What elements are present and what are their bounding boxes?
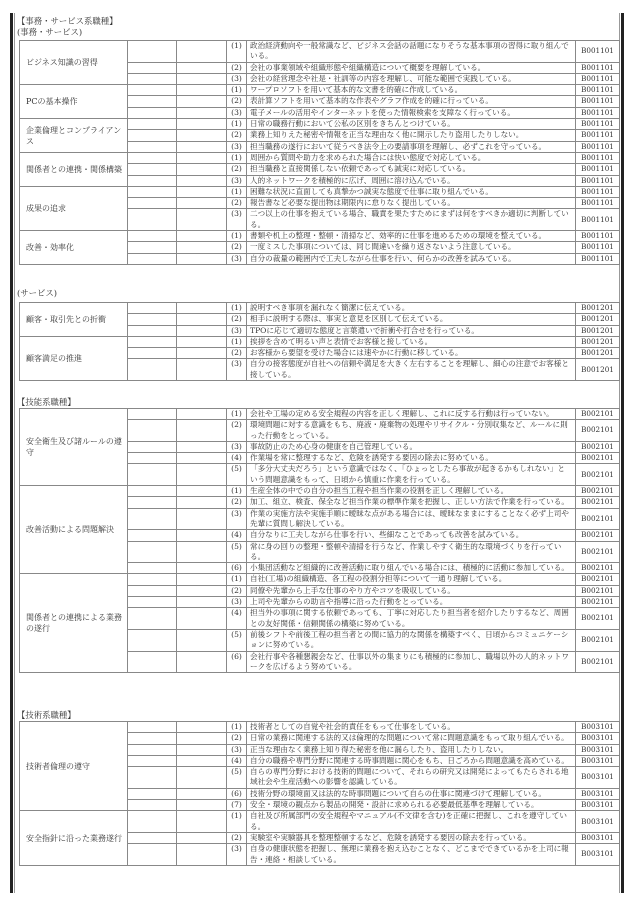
table-row bbox=[20, 336, 620, 347]
blank-cell-2 bbox=[177, 530, 227, 541]
skills-table-office bbox=[19, 40, 620, 265]
item-number: (4) bbox=[227, 453, 247, 464]
item-code: B001101 bbox=[576, 231, 620, 242]
item-number: (1) bbox=[227, 722, 247, 733]
item-number: (1) bbox=[227, 336, 247, 347]
item-description: 電子メールの活用やインターネットを使った情報検索を支障なく行っている。 bbox=[247, 107, 576, 118]
item-description: 技術分野の環境面又は法的な時事問題について自らの仕事に関連づけて理解している。 bbox=[247, 788, 576, 799]
item-code: B001101 bbox=[576, 198, 620, 209]
item-description: 会社の事業領域や組織形態や組織構造について概要を理解している。 bbox=[247, 62, 576, 73]
item-code: B001101 bbox=[576, 130, 620, 141]
item-number: (5) bbox=[227, 767, 247, 789]
blank-cell-2 bbox=[177, 508, 227, 530]
item-code: B001201 bbox=[576, 336, 620, 347]
blank-cell-1 bbox=[128, 585, 177, 596]
item-description: 日常の業務に関連する法的又は倫理的な問題について常に問題意識をもって取り組んでいる。 bbox=[247, 733, 576, 744]
item-description: 政治経済動向や一般常識など、ビジネス会話の話題になりそうな基本事項の習得に取り組んでいる。 bbox=[247, 41, 576, 63]
item-description: 自身の健康状態を把握し、無理に業務を抱え込むことなく、どこまでできているかを上司に報告・連絡・相談している。 bbox=[247, 844, 576, 866]
blank-cell-2 bbox=[177, 733, 227, 744]
blank-cell-2 bbox=[177, 303, 227, 314]
item-code: B001101 bbox=[576, 209, 620, 231]
item-description: 安全・環境の観点から製品の開発・設計に求められる必要最低基準を理解している。 bbox=[247, 800, 576, 811]
section-heading-office: 【事務・サービス系職種】 bbox=[17, 16, 118, 26]
item-code: B003101 bbox=[576, 800, 620, 811]
item-code: B001101 bbox=[576, 175, 620, 186]
item-description: 自社(工場)の組織構造、各工程の役割分担等について一通り理解している。 bbox=[247, 574, 576, 585]
blank-cell-1 bbox=[128, 409, 177, 420]
blank-cell-1 bbox=[128, 441, 177, 452]
blank-cell-2 bbox=[177, 844, 227, 866]
blank-cell-2 bbox=[177, 41, 227, 63]
blank-cell-1 bbox=[128, 608, 177, 630]
item-code: B001201 bbox=[576, 359, 620, 381]
item-number: (4) bbox=[227, 530, 247, 541]
blank-cell-2 bbox=[177, 541, 227, 563]
blank-cell-2 bbox=[177, 152, 227, 163]
item-code: B001101 bbox=[576, 186, 620, 197]
blank-cell-1 bbox=[128, 832, 177, 843]
item-number: (1) bbox=[227, 119, 247, 130]
blank-cell-2 bbox=[177, 832, 227, 843]
item-number: (4) bbox=[227, 755, 247, 766]
item-number: (3) bbox=[227, 597, 247, 608]
blank-cell-1 bbox=[128, 420, 177, 442]
item-code: B001101 bbox=[576, 73, 620, 84]
item-code: B001101 bbox=[576, 85, 620, 96]
table-row bbox=[20, 186, 620, 197]
item-number: (2) bbox=[227, 497, 247, 508]
item-description: 小集団活動など組織的に改善活動に取り組んでいる場合には、積極的に活動に参加している。 bbox=[247, 563, 576, 574]
item-code: B002101 bbox=[576, 420, 620, 442]
item-description: 自分の職務や専門分野に関連する時事問題に関心をもち、日ごろから問題意識を高めている。 bbox=[247, 755, 576, 766]
blank-cell-1 bbox=[128, 85, 177, 96]
blank-cell-1 bbox=[128, 486, 177, 497]
skills-table-skilled bbox=[19, 408, 620, 673]
blank-cell-2 bbox=[177, 497, 227, 508]
blank-cell-2 bbox=[177, 62, 227, 73]
item-description: 相手に説明する際は、事実と意見を区別して伝えている。 bbox=[247, 314, 576, 325]
item-number: (2) bbox=[227, 164, 247, 175]
item-description: 作業場を常に整理するなど、危険を誘発する要因の除去に努めている。 bbox=[247, 453, 576, 464]
category-cell: 改善活動による問題解決 bbox=[20, 486, 128, 574]
item-number: (6) bbox=[227, 563, 247, 574]
blank-cell-1 bbox=[128, 336, 177, 347]
subsection-heading-service: (サービス) bbox=[17, 288, 58, 298]
blank-cell-2 bbox=[177, 629, 227, 651]
item-description: 日常の職務行動において公私の区別をきちんとつけている。 bbox=[247, 119, 576, 130]
page-left-border bbox=[10, 13, 13, 893]
item-description: 人的ネットワークを積極的に広げ、周囲に溶け込んでいる。 bbox=[247, 175, 576, 186]
skills-table-service bbox=[19, 302, 620, 381]
blank-cell-1 bbox=[128, 107, 177, 118]
subsection-heading-office: (事務・サービス) bbox=[17, 27, 83, 37]
category-cell: 顧客満足の推進 bbox=[20, 336, 128, 380]
category-cell: 成果の追求 bbox=[20, 186, 128, 230]
item-description: 業務上知りえた秘密や情報を正当な理由なく他に開示したり盗用したりしない。 bbox=[247, 130, 576, 141]
item-number: (2) bbox=[227, 314, 247, 325]
table-row bbox=[20, 409, 620, 420]
item-code: B003101 bbox=[576, 832, 620, 843]
item-number: (6) bbox=[227, 788, 247, 799]
item-code: B001101 bbox=[576, 107, 620, 118]
blank-cell-1 bbox=[128, 152, 177, 163]
item-code: B002101 bbox=[576, 585, 620, 596]
blank-cell-2 bbox=[177, 585, 227, 596]
item-description: 会社や工場の定める安全規程の内容を正しく理解し、これに反する行動は行っていない。 bbox=[247, 409, 576, 420]
blank-cell-1 bbox=[128, 744, 177, 755]
blank-cell-2 bbox=[177, 73, 227, 84]
blank-cell-2 bbox=[177, 744, 227, 755]
blank-cell-2 bbox=[177, 242, 227, 253]
table-row bbox=[20, 85, 620, 96]
item-code: B003101 bbox=[576, 844, 620, 866]
item-number: (3) bbox=[227, 744, 247, 755]
blank-cell-1 bbox=[128, 62, 177, 73]
item-description: 会社行事や各種懇親会など、仕事以外の集まりにも積極的に参加し、職場以外の人的ネットワークを広げるよう努めている。 bbox=[247, 651, 576, 673]
item-description: ワープロソフトを用いて基本的な文書を的確に作成している。 bbox=[247, 85, 576, 96]
item-number: (1) bbox=[227, 231, 247, 242]
blank-cell-1 bbox=[128, 811, 177, 833]
table-row bbox=[20, 41, 620, 63]
item-code: B002101 bbox=[576, 530, 620, 541]
category-cell: 安全衛生及び諸ルールの遵守 bbox=[20, 409, 128, 486]
item-number: (1) bbox=[227, 486, 247, 497]
item-number: (2) bbox=[227, 832, 247, 843]
item-description: 困難な状況に直面しても真摯かつ誠実な態度で仕事に取り組んでいる。 bbox=[247, 186, 576, 197]
item-number: (2) bbox=[227, 348, 247, 359]
item-code: B001101 bbox=[576, 96, 620, 107]
item-description: 周囲から質問や助力を求められた場合には快い態度で対応している。 bbox=[247, 152, 576, 163]
item-description: 正当な理由なく業務上知り得た秘密を他に漏らしたり、盗用したりしない。 bbox=[247, 744, 576, 755]
item-number: (2) bbox=[227, 62, 247, 73]
blank-cell-1 bbox=[128, 130, 177, 141]
item-description: 作業の実施方法や実施手順に曖昧な点がある場合には、曖昧なままにすることなく必ず上司や先輩に質問し解決している。 bbox=[247, 508, 576, 530]
item-code: B002101 bbox=[576, 651, 620, 673]
item-code: B001201 bbox=[576, 348, 620, 359]
item-description: 上司や先輩からの助言や指導に沿った行動をとっている。 bbox=[247, 597, 576, 608]
item-description: 実験室や実験器具を整理整頓するなど、危険を誘発する要因の除去を行っている。 bbox=[247, 832, 576, 843]
item-number: (1) bbox=[227, 85, 247, 96]
item-code: B001201 bbox=[576, 303, 620, 314]
blank-cell-2 bbox=[177, 800, 227, 811]
blank-cell-2 bbox=[177, 186, 227, 197]
blank-cell-2 bbox=[177, 420, 227, 442]
item-code: B003101 bbox=[576, 744, 620, 755]
item-number: (5) bbox=[227, 541, 247, 563]
item-number: (3) bbox=[227, 253, 247, 264]
category-cell: 関係者との連携による業務の遂行 bbox=[20, 574, 128, 673]
item-code: B001101 bbox=[576, 164, 620, 175]
item-code: B002101 bbox=[576, 508, 620, 530]
blank-cell-2 bbox=[177, 597, 227, 608]
item-number: (5) bbox=[227, 464, 247, 486]
item-description: 加工、組立、検査、保全など担当作業の標準作業を把握し、正しい方法で作業を行っている。 bbox=[247, 497, 576, 508]
blank-cell-2 bbox=[177, 96, 227, 107]
item-code: B002101 bbox=[576, 497, 620, 508]
blank-cell-2 bbox=[177, 722, 227, 733]
item-code: B001201 bbox=[576, 325, 620, 336]
item-number: (2) bbox=[227, 198, 247, 209]
blank-cell-1 bbox=[128, 41, 177, 63]
blank-cell-2 bbox=[177, 231, 227, 242]
item-number: (2) bbox=[227, 242, 247, 253]
item-description: 二つ以上の仕事を抱えている場合、職責を果たすためにまずは何をすべきか適切に判断している。 bbox=[247, 209, 576, 231]
item-number: (1) bbox=[227, 303, 247, 314]
item-description: 担当職務と直接関係しない依頼であっても誠実に対応している。 bbox=[247, 164, 576, 175]
item-number: (1) bbox=[227, 152, 247, 163]
item-code: B001101 bbox=[576, 152, 620, 163]
blank-cell-1 bbox=[128, 231, 177, 242]
blank-cell-1 bbox=[128, 651, 177, 673]
blank-cell-1 bbox=[128, 141, 177, 152]
item-code: B001201 bbox=[576, 314, 620, 325]
category-cell: PCの基本操作 bbox=[20, 85, 128, 119]
item-number: (1) bbox=[227, 811, 247, 833]
blank-cell-1 bbox=[128, 722, 177, 733]
blank-cell-2 bbox=[177, 85, 227, 96]
table-row bbox=[20, 486, 620, 497]
item-code: B002101 bbox=[576, 597, 620, 608]
item-code: B002101 bbox=[576, 409, 620, 420]
section-heading-technical: 【技術系職種】 bbox=[17, 710, 76, 720]
blank-cell-1 bbox=[128, 530, 177, 541]
item-code: B002101 bbox=[576, 441, 620, 452]
table-row bbox=[20, 811, 620, 833]
blank-cell-1 bbox=[128, 541, 177, 563]
item-code: B002101 bbox=[576, 629, 620, 651]
item-number: (3) bbox=[227, 107, 247, 118]
item-description: 同僚や先輩から上手な仕事のやり方やコツを吸収している。 bbox=[247, 585, 576, 596]
item-description: 自分の裁量の範囲内で工夫しながら仕事を行い、何らかの改善を試みている。 bbox=[247, 253, 576, 264]
blank-cell-1 bbox=[128, 844, 177, 866]
category-cell: 関係者との連携・関係構築 bbox=[20, 152, 128, 186]
blank-cell-2 bbox=[177, 175, 227, 186]
table-row bbox=[20, 303, 620, 314]
blank-cell-1 bbox=[128, 574, 177, 585]
item-description: 自分の接客態度が自社への信頼や満足を大きく左右することを理解し、細心の注意でお客様と接している。 bbox=[247, 359, 576, 381]
blank-cell-1 bbox=[128, 755, 177, 766]
blank-cell-2 bbox=[177, 811, 227, 833]
item-number: (3) bbox=[227, 325, 247, 336]
blank-cell-1 bbox=[128, 73, 177, 84]
blank-cell-2 bbox=[177, 563, 227, 574]
item-description: 説明すべき事項を漏れなく簡潔に伝えている。 bbox=[247, 303, 576, 314]
item-number: (3) bbox=[227, 359, 247, 381]
blank-cell-2 bbox=[177, 767, 227, 789]
blank-cell-1 bbox=[128, 314, 177, 325]
item-code: B002101 bbox=[576, 563, 620, 574]
item-description: 「多分大丈夫だろう」という意識ではなく、「ひょっとしたら事故が起きるかもしれない」という問題意識をもって、日頃から慎重に作業を行っている。 bbox=[247, 464, 576, 486]
blank-cell-1 bbox=[128, 359, 177, 381]
item-description: 常に身の回りの整理・整頓や清掃を行うなど、作業しやすく衛生的な環境づくりを行っている。 bbox=[247, 541, 576, 563]
item-description: 書類や机上の整理・整頓・清掃など、効率的に仕事を進めるための環境を整えている。 bbox=[247, 231, 576, 242]
blank-cell-2 bbox=[177, 409, 227, 420]
category-cell: 改善・効率化 bbox=[20, 231, 128, 265]
table-row bbox=[20, 119, 620, 130]
item-number: (2) bbox=[227, 130, 247, 141]
skills-table-technical bbox=[19, 721, 620, 866]
item-number: (1) bbox=[227, 409, 247, 420]
item-number: (3) bbox=[227, 141, 247, 152]
item-code: B002101 bbox=[576, 574, 620, 585]
item-description: 表計算ソフトを用いて基本的な作表やグラフ作成を的確に行っている。 bbox=[247, 96, 576, 107]
item-description: 自社及び所属部門の安全規程やマニュアル(不文律を含む)を正確に把握し、これを遵守している。 bbox=[247, 811, 576, 833]
item-number: (3) bbox=[227, 209, 247, 231]
blank-cell-2 bbox=[177, 574, 227, 585]
table-row bbox=[20, 574, 620, 585]
item-description: 報告書など必要な提出物は期限内に怠りなく提出している。 bbox=[247, 198, 576, 209]
item-number: (5) bbox=[227, 629, 247, 651]
blank-cell-2 bbox=[177, 119, 227, 130]
table-row bbox=[20, 231, 620, 242]
item-description: 挨拶を含めて明るい声と表情でお客様と接している。 bbox=[247, 336, 576, 347]
item-description: 担当職務の遂行において従うべき法令上の要請事項を理解し、必ずこれを守っている。 bbox=[247, 141, 576, 152]
item-code: B001101 bbox=[576, 141, 620, 152]
blank-cell-2 bbox=[177, 486, 227, 497]
item-code: B001101 bbox=[576, 253, 620, 264]
blank-cell-1 bbox=[128, 597, 177, 608]
blank-cell-2 bbox=[177, 325, 227, 336]
blank-cell-2 bbox=[177, 198, 227, 209]
item-number: (7) bbox=[227, 800, 247, 811]
blank-cell-2 bbox=[177, 348, 227, 359]
blank-cell-1 bbox=[128, 733, 177, 744]
blank-cell-1 bbox=[128, 198, 177, 209]
item-number: (2) bbox=[227, 585, 247, 596]
item-code: B003101 bbox=[576, 755, 620, 766]
item-description: 環境問題に対する意識をもち、廃液・廃棄物の処理やリサイクル・分別収集など、ルールに則った行動をとっている。 bbox=[247, 420, 576, 442]
item-description: 技術者としての自覚や社会的責任をもって仕事をしている。 bbox=[247, 722, 576, 733]
blank-cell-2 bbox=[177, 141, 227, 152]
item-number: (1) bbox=[227, 41, 247, 63]
blank-cell-1 bbox=[128, 800, 177, 811]
blank-cell-1 bbox=[128, 242, 177, 253]
item-code: B002101 bbox=[576, 541, 620, 563]
blank-cell-2 bbox=[177, 359, 227, 381]
item-number: (3) bbox=[227, 508, 247, 530]
item-code: B003101 bbox=[576, 811, 620, 833]
item-code: B002101 bbox=[576, 486, 620, 497]
blank-cell-1 bbox=[128, 186, 177, 197]
blank-cell-2 bbox=[177, 130, 227, 141]
table-row bbox=[20, 722, 620, 733]
blank-cell-1 bbox=[128, 253, 177, 264]
blank-cell-1 bbox=[128, 464, 177, 486]
item-description: 前後シフトや前後工程の担当者との間に協力的な関係を構築すべく、日頃からコミュニケーションに努めている。 bbox=[247, 629, 576, 651]
item-description: 生産全体の中での自分の担当工程や担当作業の役割を正しく理解している。 bbox=[247, 486, 576, 497]
item-number: (3) bbox=[227, 441, 247, 452]
category-cell: 安全指針に沿った業務遂行 bbox=[20, 811, 128, 865]
blank-cell-1 bbox=[128, 209, 177, 231]
blank-cell-1 bbox=[128, 453, 177, 464]
item-number: (4) bbox=[227, 608, 247, 630]
blank-cell-1 bbox=[128, 164, 177, 175]
blank-cell-2 bbox=[177, 788, 227, 799]
item-code: B003101 bbox=[576, 733, 620, 744]
item-number: (1) bbox=[227, 186, 247, 197]
item-number: (3) bbox=[227, 175, 247, 186]
category-cell: ビジネス知識の習得 bbox=[20, 41, 128, 85]
blank-cell-1 bbox=[128, 508, 177, 530]
blank-cell-2 bbox=[177, 441, 227, 452]
blank-cell-2 bbox=[177, 651, 227, 673]
item-number: (2) bbox=[227, 733, 247, 744]
blank-cell-2 bbox=[177, 464, 227, 486]
item-code: B003101 bbox=[576, 767, 620, 789]
blank-cell-1 bbox=[128, 563, 177, 574]
category-cell: 技術者倫理の遵守 bbox=[20, 722, 128, 811]
blank-cell-2 bbox=[177, 209, 227, 231]
blank-cell-1 bbox=[128, 303, 177, 314]
item-code: B001101 bbox=[576, 62, 620, 73]
item-code: B003101 bbox=[576, 788, 620, 799]
blank-cell-2 bbox=[177, 253, 227, 264]
item-description: 会社の経営理念や社是・社訓等の内容を理解し、可能な範囲で実践している。 bbox=[247, 73, 576, 84]
blank-cell-1 bbox=[128, 788, 177, 799]
item-code: B003101 bbox=[576, 722, 620, 733]
table-row bbox=[20, 152, 620, 163]
item-number: (2) bbox=[227, 96, 247, 107]
category-cell: 顧客・取引先との折衝 bbox=[20, 303, 128, 337]
blank-cell-1 bbox=[128, 629, 177, 651]
blank-cell-2 bbox=[177, 314, 227, 325]
blank-cell-1 bbox=[128, 348, 177, 359]
item-code: B002101 bbox=[576, 608, 620, 630]
item-number: (2) bbox=[227, 420, 247, 442]
blank-cell-1 bbox=[128, 175, 177, 186]
item-description: 自らの専門分野における技術的問題について、それらの研究又は開発によってもたらされる地域社会や生産活動への影響を認識している。 bbox=[247, 767, 576, 789]
item-code: B002101 bbox=[576, 464, 620, 486]
item-description: 事故防止のため心身の健康を自己管理している。 bbox=[247, 441, 576, 452]
item-code: B001101 bbox=[576, 41, 620, 63]
item-number: (3) bbox=[227, 844, 247, 866]
blank-cell-1 bbox=[128, 497, 177, 508]
item-code: B001101 bbox=[576, 119, 620, 130]
blank-cell-2 bbox=[177, 164, 227, 175]
item-description: 一度ミスした事項については、同じ間違いを繰り返さないよう注意している。 bbox=[247, 242, 576, 253]
blank-cell-2 bbox=[177, 336, 227, 347]
page-left-border-inner bbox=[14, 13, 15, 893]
blank-cell-1 bbox=[128, 325, 177, 336]
category-cell: 企業倫理とコンプライアンス bbox=[20, 119, 128, 153]
item-description: 担当外の事項に関する依頼であっても、丁寧に対応したり担当者を紹介したりするなど、周囲との友好関係・信頼関係の構築に努めている。 bbox=[247, 608, 576, 630]
page-right-border bbox=[621, 13, 624, 893]
blank-cell-2 bbox=[177, 755, 227, 766]
blank-cell-2 bbox=[177, 453, 227, 464]
blank-cell-1 bbox=[128, 767, 177, 789]
item-code: B002101 bbox=[576, 453, 620, 464]
item-description: 自分なりに工夫しながら仕事を行い、些細なことであっても改善を試みている。 bbox=[247, 530, 576, 541]
item-number: (3) bbox=[227, 73, 247, 84]
blank-cell-2 bbox=[177, 608, 227, 630]
section-heading-skilled: 【技能系職種】 bbox=[17, 397, 76, 407]
blank-cell-1 bbox=[128, 96, 177, 107]
item-number: (1) bbox=[227, 574, 247, 585]
item-description: お客様から要望を受けた場合には速やかに行動に移している。 bbox=[247, 348, 576, 359]
item-code: B001101 bbox=[576, 242, 620, 253]
blank-cell-1 bbox=[128, 119, 177, 130]
item-description: TPOに応じて適切な態度と言葉遣いで折衝や打合せを行っている。 bbox=[247, 325, 576, 336]
blank-cell-2 bbox=[177, 107, 227, 118]
item-number: (6) bbox=[227, 651, 247, 673]
